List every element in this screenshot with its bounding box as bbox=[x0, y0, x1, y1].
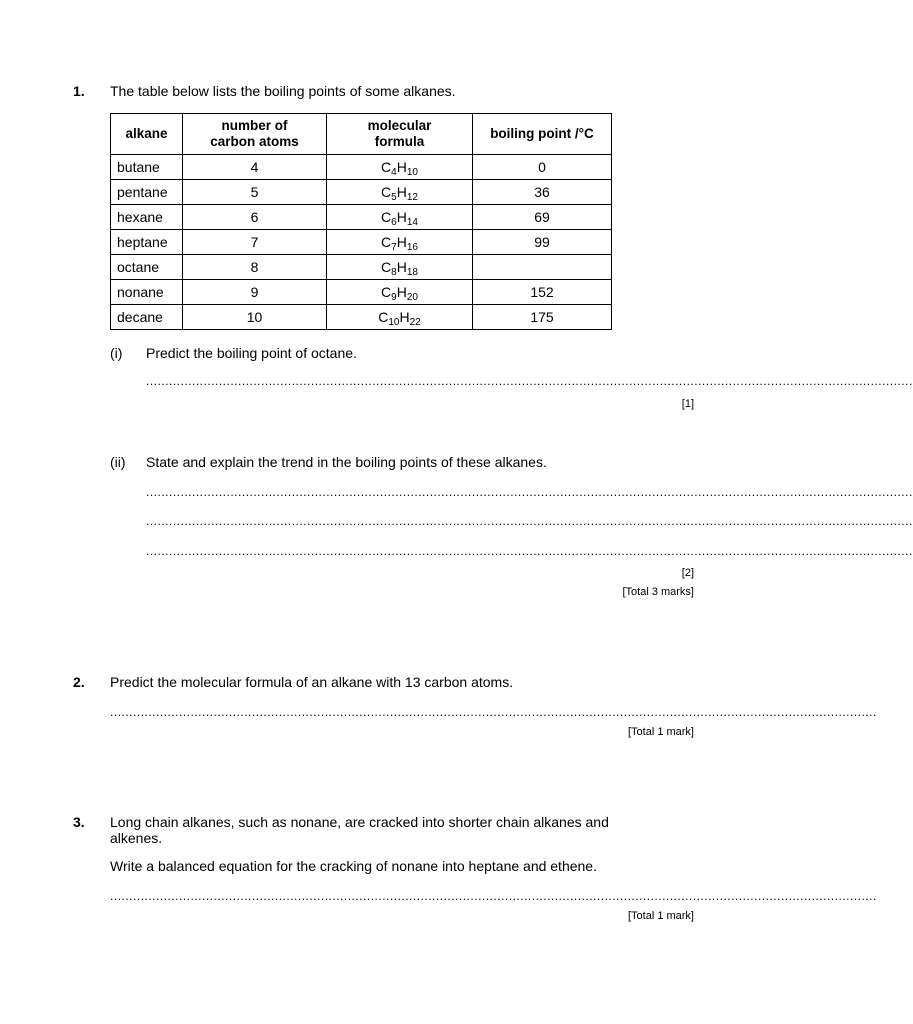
answer-line-ii-3[interactable]: ........................................................................................................................................................................................................ bbox=[146, 544, 913, 558]
cell-boiling-point bbox=[473, 255, 612, 280]
part-i-mark: [1] bbox=[681, 398, 694, 410]
cell-alkane: heptane bbox=[111, 230, 183, 255]
part-i-label: (i) bbox=[110, 345, 123, 361]
table-row bbox=[111, 255, 612, 280]
cell-boiling-point: 69 bbox=[473, 205, 612, 230]
cell-molecular-formula: $C_4H_{10}$ bbox=[327, 155, 473, 180]
cell-alkane: decane bbox=[111, 305, 183, 330]
cell-carbon-atoms: 8 bbox=[183, 255, 327, 280]
cell-carbon-atoms: 9 bbox=[183, 280, 327, 305]
cell-carbon-atoms: 4 bbox=[183, 155, 327, 180]
cell-boiling-point: 99 bbox=[473, 230, 612, 255]
cell-molecular-formula: $C_{10}H_{22}$ bbox=[327, 305, 473, 330]
answer-line-ii-1[interactable]: ........................................................................................................................................................................................................ bbox=[146, 485, 913, 499]
table-row bbox=[111, 180, 612, 205]
question-3-instruction: Write a balanced equation for the cracking of nonane into heptane and ethene. bbox=[110, 858, 597, 874]
question-1-number: 1. bbox=[73, 83, 85, 99]
cell-molecular-formula: $C_5H_{12}$ bbox=[327, 180, 473, 205]
cell-boiling-point: 36 bbox=[473, 180, 612, 205]
cell-molecular-formula: $C_6H_{14}$ bbox=[327, 205, 473, 230]
cell-molecular-formula: $C_8H_{18}$ bbox=[327, 255, 473, 280]
question-2-text: Predict the molecular formula of an alkane with 13 carbon atoms. bbox=[110, 674, 514, 690]
header-alkane: alkane bbox=[111, 114, 183, 155]
part-i-question: Predict the boiling point of octane. bbox=[146, 345, 357, 361]
question-1-total: [Total 3 marks] bbox=[622, 586, 694, 598]
cell-alkane: hexane bbox=[111, 205, 183, 230]
part-ii-mark: [2] bbox=[681, 567, 694, 579]
cell-boiling-point: 175 bbox=[473, 305, 612, 330]
cell-boiling-point: 152 bbox=[473, 280, 612, 305]
table-row bbox=[111, 305, 612, 330]
table-row bbox=[111, 280, 612, 305]
answer-line-q2[interactable]: ........................................................................................................................................................................................................ bbox=[110, 705, 877, 719]
header-boiling-point: boiling point /°C bbox=[473, 114, 612, 155]
header-carbon-atoms: number of carbon atoms bbox=[183, 114, 327, 155]
question-3-text-line-2: alkenes. bbox=[110, 830, 163, 846]
question-3-number: 3. bbox=[73, 814, 85, 830]
cell-molecular-formula: $C_7H_{16}$ bbox=[327, 230, 473, 255]
table-header-row bbox=[111, 114, 612, 155]
question-3-text-line-1: Long chain alkanes, such as nonane, are cracked into shorter chain alkanes and bbox=[110, 814, 609, 830]
cell-alkane: butane bbox=[111, 155, 183, 180]
question-1-intro: The table below lists the boiling points of some alkanes. bbox=[110, 83, 456, 99]
part-ii-label: (ii) bbox=[110, 454, 126, 470]
cell-carbon-atoms: 6 bbox=[183, 205, 327, 230]
cell-molecular-formula: $C_9H_{20}$ bbox=[327, 280, 473, 305]
table-row bbox=[111, 230, 612, 255]
question-2-number: 2. bbox=[73, 674, 85, 690]
alkanes-table bbox=[110, 113, 612, 330]
table-row bbox=[111, 205, 612, 230]
header-molecular-formula: molecular formula bbox=[327, 114, 473, 155]
part-ii-question: State and explain the trend in the boiling points of these alkanes. bbox=[146, 454, 547, 470]
cell-carbon-atoms: 10 bbox=[183, 305, 327, 330]
question-3-total: [Total 1 mark] bbox=[627, 910, 694, 922]
cell-alkane: nonane bbox=[111, 280, 183, 305]
cell-alkane: pentane bbox=[111, 180, 183, 205]
cell-alkane: octane bbox=[111, 255, 183, 280]
cell-carbon-atoms: 5 bbox=[183, 180, 327, 205]
cell-boiling-point: 0 bbox=[473, 155, 612, 180]
cell-carbon-atoms: 7 bbox=[183, 230, 327, 255]
table-row bbox=[111, 155, 612, 180]
answer-line-i[interactable]: ........................................................................................................................................................................................................ bbox=[146, 374, 913, 388]
question-2-total: [Total 1 mark] bbox=[627, 726, 694, 738]
answer-line-ii-2[interactable]: ........................................................................................................................................................................................................ bbox=[146, 514, 913, 528]
answer-line-q3[interactable]: ........................................................................................................................................................................................................ bbox=[110, 889, 877, 903]
